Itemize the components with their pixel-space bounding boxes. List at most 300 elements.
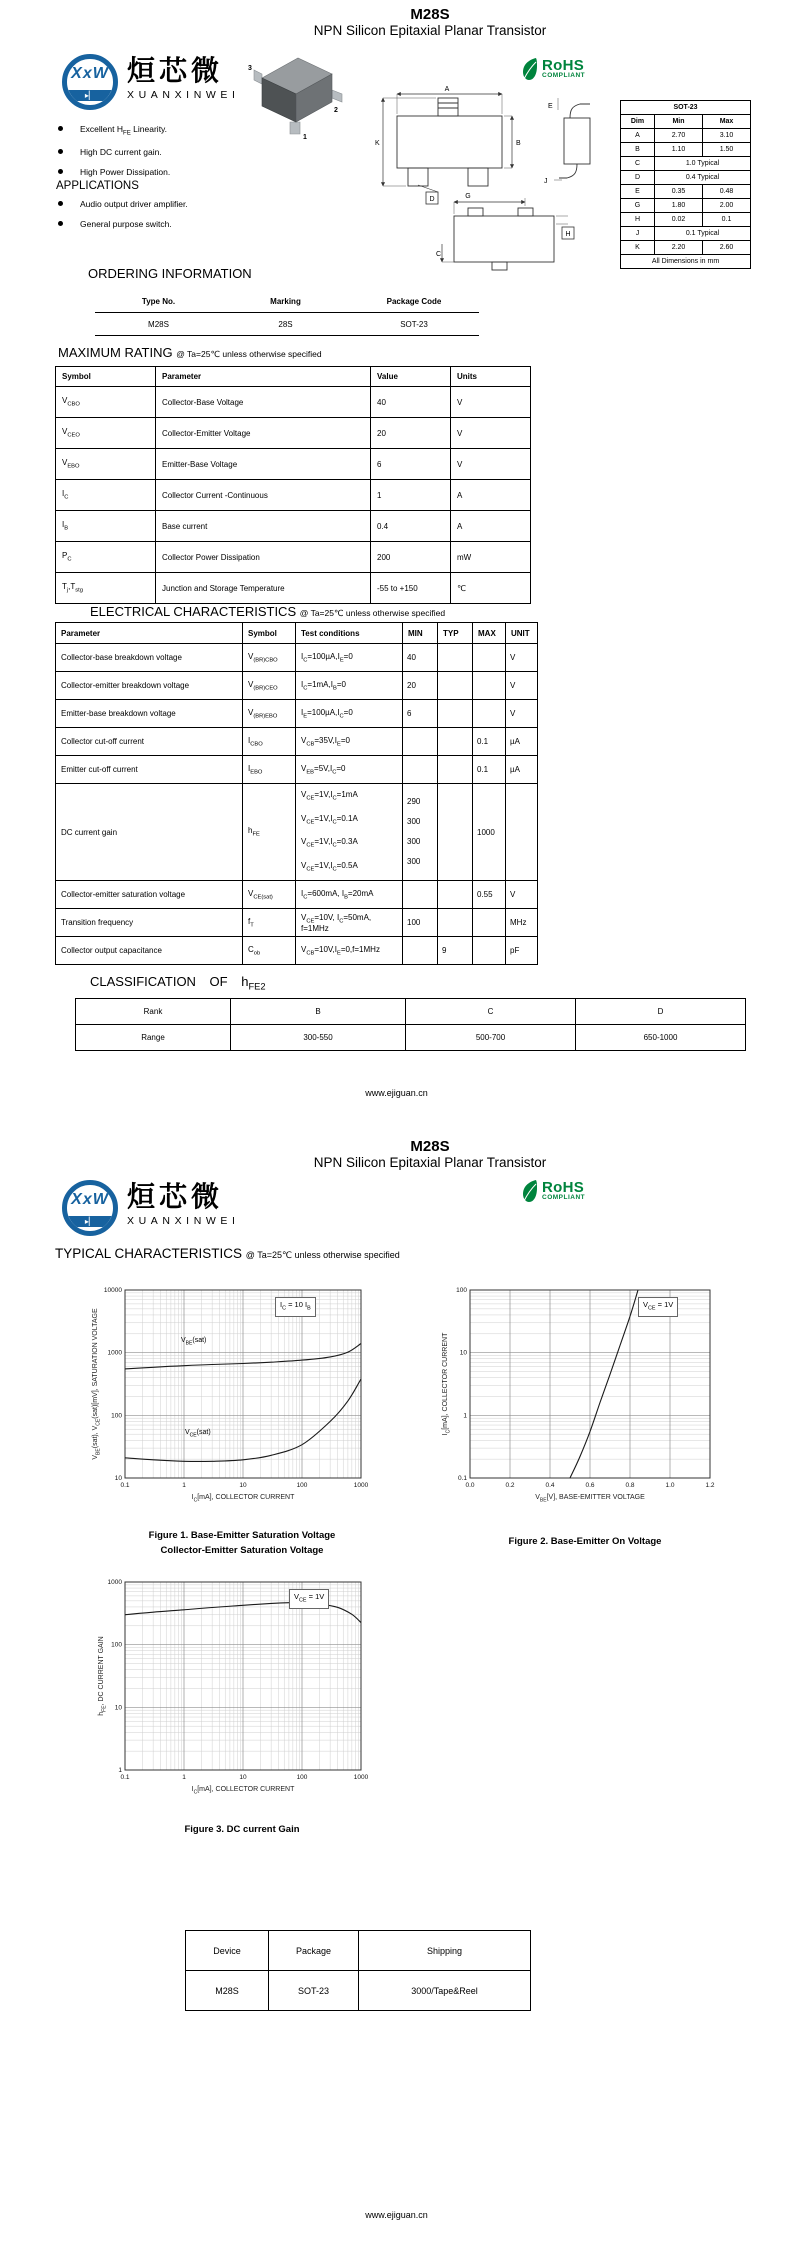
dim-min: 0.35: [655, 185, 703, 199]
symbol: $T_j,T_{stg}$: [56, 573, 156, 604]
dim-row: [621, 185, 751, 199]
ordering-value: M28S: [95, 313, 222, 336]
max-rating-row: [56, 511, 531, 542]
x-tick-label: 0.6: [585, 1482, 595, 1489]
electrical-condition: @ Ta=25℃ unless otherwise specified: [299, 608, 446, 618]
shipping-value: 3000/Tape&Reel: [359, 1971, 531, 2011]
brand-logo-monogram: XxW: [71, 1191, 109, 1208]
curve-label: $V_{BE}(sat)$: [181, 1337, 207, 1347]
application-item: [58, 219, 188, 229]
x-tick-label: 0.0: [465, 1482, 475, 1489]
value: 0.4: [371, 511, 451, 542]
dim-name: C: [621, 157, 655, 171]
rohs-text: [542, 59, 585, 79]
ordering-head-row: [95, 290, 479, 313]
dim-note-row: [621, 255, 751, 269]
page-2: [0, 1122, 793, 2244]
dim-name: J: [621, 227, 655, 241]
dim-name: E: [621, 185, 655, 199]
typ-value: [438, 644, 473, 672]
condition-annotation: $I_C = 10$ $I_B$: [275, 1297, 316, 1317]
test-conditions: $V_{CE}=1V,I_C=1mA$ $V_{CE}=1V,I_C=0.1A$ $V_{CE}=1V,I_C=0.3A$ $V_{CE}=1V,I_C=0.5A$: [296, 784, 403, 881]
column-header: Value: [371, 367, 451, 387]
bullet-icon: [58, 221, 63, 226]
symbol: $V_{(BR)CBO}$: [243, 644, 296, 672]
y-tick-label: 1000: [107, 1579, 122, 1586]
unit: V: [506, 672, 538, 700]
package-name: SOT-23: [621, 101, 751, 115]
parameter: Collector Power Dissipation: [156, 542, 371, 573]
column-header: Units: [451, 367, 531, 387]
unit: V: [506, 881, 538, 909]
sot23-dimension-table: [620, 100, 751, 269]
figure3-plot: [86, 1574, 378, 1804]
diode-icon: ▸▏: [84, 91, 96, 100]
x-tick-label: 1.0: [665, 1482, 675, 1489]
figure2-chart: [430, 1282, 730, 1512]
curve: [570, 1290, 638, 1478]
dim-head-row: [621, 115, 751, 129]
features-list: [58, 124, 170, 187]
symbol: $P_C$: [56, 542, 156, 573]
ec-head-row: [56, 623, 538, 644]
symbol: $V_{CE(sat)}$: [243, 881, 296, 909]
cell: 500-700: [406, 1025, 576, 1051]
typ-value: [438, 784, 473, 881]
feature-item-text: Excellent $H_{FE}$ Linearity.: [80, 124, 168, 137]
classification-heading: CLASSIFICATION OF $h_{FE2}$: [90, 974, 266, 992]
value: 1: [371, 480, 451, 511]
value: -55 to +150: [371, 573, 451, 604]
parameter: Collector cut-off current: [56, 728, 243, 756]
parameter: Collector-base breakdown voltage: [56, 644, 243, 672]
leaf-icon: [520, 56, 540, 82]
ordering-heading: ORDERING INFORMATION: [88, 266, 252, 281]
max-value: 0.1: [473, 728, 506, 756]
feature-item-text: High Power Dissipation.: [80, 166, 171, 177]
pin-3-label: 3: [248, 65, 252, 72]
dim-label-J: J: [544, 178, 548, 185]
max-rating-row: [56, 418, 531, 449]
rohs-title: RoHS: [542, 1179, 585, 1196]
rohs-logo: [520, 1178, 585, 1204]
unit: µA: [506, 756, 538, 784]
part-number-title: M28S: [410, 1138, 450, 1155]
bullet-icon: [58, 126, 63, 131]
column-header: TYP: [438, 623, 473, 644]
value: 20: [371, 418, 451, 449]
cell: 300-550: [231, 1025, 406, 1051]
symbol: $V_{CEO}$: [56, 418, 156, 449]
brand-name-english: XUANXINWEI: [127, 1215, 240, 1227]
dim-label-B: B: [516, 140, 521, 147]
max-rating-heading-text: MAXIMUM RATING: [58, 345, 173, 360]
unit: V: [451, 387, 531, 418]
dim-label-D: D: [429, 196, 435, 203]
brand-logo-circle: [62, 1180, 118, 1236]
rohs-title: RoHS: [542, 57, 585, 74]
min-value: 20: [403, 672, 438, 700]
parameter: DC current gain: [56, 784, 243, 881]
ec-row: [56, 728, 538, 756]
max-rating-row: [56, 542, 531, 573]
figure2-caption-line1: Figure 2. Base-Emitter On Voltage: [508, 1536, 662, 1547]
symbol: $C_{ob}$: [243, 937, 296, 965]
bottom-view: [454, 208, 554, 270]
ec-row: [56, 909, 538, 937]
min-value: [403, 756, 438, 784]
column-header: Min: [655, 115, 703, 129]
dim-row: [621, 241, 751, 255]
ec-row: [56, 700, 538, 728]
parameter: Transition frequency: [56, 909, 243, 937]
max-value: [473, 644, 506, 672]
figure1-caption-line1: Figure 1. Base-Emitter Saturation Voltage: [148, 1530, 336, 1541]
dim-name: G: [621, 199, 655, 213]
test-conditions: $V_{CB}=35V,I_E=0$: [296, 728, 403, 756]
dim-max: 2.00: [703, 199, 751, 213]
dim-name: H: [621, 213, 655, 227]
unit: A: [451, 511, 531, 542]
shipping-data-row: [186, 1971, 531, 2011]
column-header: Device: [186, 1931, 269, 1971]
column-header: MIN: [403, 623, 438, 644]
y-tick-label: 100: [456, 1287, 467, 1294]
dim-row: [621, 199, 751, 213]
footer-url: www.ejiguan.cn: [365, 2210, 428, 2220]
brand-names: [127, 1180, 240, 1227]
figure1-caption-line2: Collector-Emitter Saturation Voltage: [160, 1545, 324, 1556]
x-tick-label: 1000: [353, 1482, 369, 1489]
parameter: Collector-Base Voltage: [156, 387, 371, 418]
electrical-heading: [90, 604, 445, 619]
dim-label-G: G: [465, 193, 471, 200]
max-value: [473, 937, 506, 965]
rohs-text: [542, 1181, 585, 1201]
parameter: Collector Current -Continuous: [156, 480, 371, 511]
dim-max: 0.1: [703, 213, 751, 227]
max-rating-row: [56, 449, 531, 480]
dim-name: D: [621, 171, 655, 185]
unit: µA: [506, 728, 538, 756]
ec-row: [56, 937, 538, 965]
curve-label: $V_{CE}(sat)$: [185, 1429, 211, 1439]
feature-item: [58, 124, 170, 137]
column-header: UNIT: [506, 623, 538, 644]
bullet-icon: [58, 169, 63, 174]
range-row: [76, 1025, 746, 1051]
condition-annotation: $V_{CE} = 1V$: [638, 1297, 678, 1317]
dim-min: 0.02: [655, 213, 703, 227]
ec-row: [56, 756, 538, 784]
figure1-chart: [86, 1282, 378, 1512]
dim-label-C: C: [436, 251, 442, 258]
tick-labels: [456, 1287, 715, 1489]
min-value: [403, 881, 438, 909]
figure1-plot: [86, 1282, 378, 1512]
parameter: Collector-emitter breakdown voltage: [56, 672, 243, 700]
brand-logo: [62, 1180, 240, 1236]
max-rating-row: [56, 387, 531, 418]
rank-row: [76, 999, 746, 1025]
ec-row: [56, 644, 538, 672]
dim-typical: 1.0 Typical: [655, 157, 751, 171]
ec-row: [56, 784, 538, 881]
ordering-data-row: [95, 313, 479, 336]
applications-list: [58, 199, 188, 239]
cell: C: [406, 999, 576, 1025]
ec-row: [56, 672, 538, 700]
y-tick-label: 100: [111, 1412, 122, 1420]
max-head-row: [56, 367, 531, 387]
max-value: [473, 700, 506, 728]
data-curves: [570, 1290, 638, 1478]
brand-logo-circle: [62, 54, 118, 110]
brand-names: [127, 54, 240, 101]
tick-labels: [108, 1579, 369, 1781]
min-value: 100: [403, 909, 438, 937]
application-item-text: Audio output driver amplifier.: [80, 199, 188, 209]
dim-label-E: E: [548, 103, 553, 110]
x-tick-label: 0.8: [625, 1482, 635, 1489]
applications-heading: APPLICATIONS: [56, 180, 139, 192]
figure1-caption: [96, 1528, 388, 1558]
test-conditions: $V_{EB}=5V,I_C=0$: [296, 756, 403, 784]
unit: V: [451, 418, 531, 449]
y-tick-label: 10000: [103, 1287, 122, 1294]
dim-label-K: K: [375, 140, 380, 147]
symbol: $h_{FE}$: [243, 784, 296, 881]
x-tick-label: 1.2: [705, 1482, 715, 1489]
front-view: [397, 98, 502, 186]
typ-value: [438, 909, 473, 937]
column-header: Package: [269, 1931, 359, 1971]
shipping-head-row: [186, 1931, 531, 1971]
parameter: Emitter-base breakdown voltage: [56, 700, 243, 728]
dim-label-H: H: [565, 231, 571, 238]
value: 40: [371, 387, 451, 418]
max-rating-heading: [58, 345, 322, 360]
test-conditions: $I_E=100\mu A,I_C=0$: [296, 700, 403, 728]
dim-min: 1.80: [655, 199, 703, 213]
shipping-value: M28S: [186, 1971, 269, 2011]
x-tick-label: 0.1: [120, 1774, 130, 1781]
max-rating-condition: @ Ta=25℃ unless otherwise specified: [176, 349, 322, 359]
x-tick-label: 100: [296, 1482, 308, 1489]
typical-characteristics-text: TYPICAL CHARACTERISTICS: [55, 1246, 243, 1261]
column-header: Symbol: [56, 367, 156, 387]
typical-characteristics-condition: @ Ta=25℃ unless otherwise specified: [245, 1250, 400, 1260]
application-item-text: General purpose switch.: [80, 219, 172, 229]
cell: B: [231, 999, 406, 1025]
max-rating-row: [56, 573, 531, 604]
min-value: 290 300 300 300: [403, 784, 438, 881]
dim-typical: 0.1 Typical: [655, 227, 751, 241]
unit: pF: [506, 937, 538, 965]
dim-label-A: A: [444, 86, 450, 93]
column-header: Parameter: [56, 623, 243, 644]
rohs-logo: [520, 56, 585, 82]
shipping-value: SOT-23: [269, 1971, 359, 2011]
typical-characteristics-heading: [55, 1246, 400, 1261]
y-tick-label: 1: [463, 1412, 467, 1420]
parameter: Collector output capacitance: [56, 937, 243, 965]
symbol: $V_{(BR)EBO}$: [243, 700, 296, 728]
diode-icon: ▸▏: [84, 1217, 96, 1226]
symbol: $V_{CBO}$: [56, 387, 156, 418]
x-axis-label: $I_C[mA]$, COLLECTOR CURRENT: [191, 1786, 295, 1796]
brand-logo-monogram: XxW: [71, 65, 109, 82]
ordering-table: [95, 290, 479, 336]
application-item: [58, 199, 188, 209]
brand-name-chinese: 烜芯微: [127, 55, 224, 86]
part-number-title: M28S: [410, 6, 450, 23]
feature-item: [58, 167, 170, 177]
column-header: Marking: [222, 290, 349, 313]
x-axis-label: $I_C[mA]$, COLLECTOR CURRENT: [191, 1494, 295, 1504]
parameter: Collector-emitter saturation voltage: [56, 881, 243, 909]
side-view: [554, 98, 590, 180]
x-tick-label: 10: [239, 1482, 247, 1489]
figure3-caption-line1: Figure 3. DC current Gain: [184, 1824, 300, 1835]
symbol: $V_{EBO}$: [56, 449, 156, 480]
dim-title-row: [621, 101, 751, 115]
condition-annotation: $V_{CE} = 1V$: [289, 1589, 329, 1609]
electrical-characteristics-table: [55, 622, 538, 965]
cell: Range: [76, 1025, 231, 1051]
dim-row: [621, 171, 751, 185]
symbol: $I_{EBO}$: [243, 756, 296, 784]
x-tick-label: 0.4: [545, 1482, 555, 1489]
test-conditions: $V_{CB}=10V,I_E=0,f=1MHz$: [296, 937, 403, 965]
x-tick-label: 1: [182, 1774, 186, 1781]
dim-max: 1.50: [703, 143, 751, 157]
y-axis-label: $V_{BE}(sat)$, $V_{CE}(sat)[mV]$, SATURATION VOLTAGE: [92, 1308, 102, 1460]
part-description: NPN Silicon Epitaxial Planar Transistor: [313, 23, 547, 38]
symbol: $V_{(BR)CEO}$: [243, 672, 296, 700]
dim-row: [621, 157, 751, 171]
dim-row: [621, 227, 751, 241]
y-axis-label: $h_{FE}$, DC CURRENT GAIN: [98, 1636, 108, 1716]
typ-value: [438, 728, 473, 756]
unit: A: [451, 480, 531, 511]
unit: MHz: [506, 909, 538, 937]
symbol: $I_C$: [56, 480, 156, 511]
y-axis-label: $I_C[mA]$, COLLECTOR CURRENT: [442, 1332, 452, 1436]
dim-max: 2.60: [703, 241, 751, 255]
min-value: 40: [403, 644, 438, 672]
footer-url: www.ejiguan.cn: [365, 1088, 428, 1098]
min-value: [403, 937, 438, 965]
dim-name: K: [621, 241, 655, 255]
dimension-note: All Dimensions in mm: [621, 255, 751, 269]
x-tick-label: 100: [296, 1774, 308, 1781]
x-tick-label: 1: [182, 1482, 186, 1489]
package-dimension-drawing: [372, 84, 622, 276]
pin-1-label: 1: [303, 134, 307, 141]
value: 6: [371, 449, 451, 480]
parameter: Junction and Storage Temperature: [156, 573, 371, 604]
parameter: Collector-Emitter Voltage: [156, 418, 371, 449]
test-conditions: $I_C=1mA,I_B=0$: [296, 672, 403, 700]
y-tick-label: 10: [114, 1704, 122, 1712]
dim-row: [621, 213, 751, 227]
feature-item: [58, 147, 170, 157]
dim-name: B: [621, 143, 655, 157]
value: 200: [371, 542, 451, 573]
figure3-caption: [96, 1822, 388, 1837]
maximum-rating-table: [55, 366, 531, 604]
min-value: 6: [403, 700, 438, 728]
ec-row: [56, 881, 538, 909]
max-value: [473, 672, 506, 700]
x-tick-label: 1000: [353, 1774, 369, 1781]
test-conditions: $I_C=600mA$, $I_B=20mA$: [296, 881, 403, 909]
dimension-labels: [375, 86, 571, 258]
rohs-subtitle: COMPLIANT: [542, 72, 586, 79]
classification-table: [75, 998, 746, 1051]
brand-name-chinese: 烜芯微: [127, 1181, 224, 1212]
y-tick-label: 1: [118, 1767, 122, 1774]
bullet-icon: [58, 201, 63, 206]
dim-name: A: [621, 129, 655, 143]
column-header: MAX: [473, 623, 506, 644]
package-photo: [246, 44, 346, 142]
grid-major-lines: [470, 1290, 710, 1478]
shipping-table: [185, 1930, 531, 2011]
cell: 650-1000: [576, 1025, 746, 1051]
y-tick-label: 10: [459, 1349, 467, 1357]
unit: V: [451, 449, 531, 480]
part-description: NPN Silicon Epitaxial Planar Transistor: [313, 1155, 547, 1170]
dim-min: 1.10: [655, 143, 703, 157]
brand-name-english: XUANXINWEI: [127, 89, 240, 101]
parameter: Base current: [156, 511, 371, 542]
max-value: 0.55: [473, 881, 506, 909]
column-header: Package Code: [349, 290, 479, 313]
typ-value: [438, 756, 473, 784]
column-header: Shipping: [359, 1931, 531, 1971]
ordering-value: 28S: [222, 313, 349, 336]
parameter: Emitter cut-off current: [56, 756, 243, 784]
dim-row: [621, 129, 751, 143]
ordering-value: SOT-23: [349, 313, 479, 336]
x-tick-label: 0.1: [120, 1482, 130, 1489]
y-tick-label: 100: [111, 1641, 122, 1649]
brand-logo: [62, 54, 240, 110]
x-tick-label: 0.2: [505, 1482, 515, 1489]
x-tick-label: 10: [239, 1774, 247, 1781]
figure2-caption: [440, 1534, 730, 1549]
cell: Rank: [76, 999, 231, 1025]
column-header: Symbol: [243, 623, 296, 644]
dim-min: 2.70: [655, 129, 703, 143]
column-header: Parameter: [156, 367, 371, 387]
symbol: $f_T$: [243, 909, 296, 937]
unit: [506, 784, 538, 881]
unit: ℃: [451, 573, 531, 604]
parameter: Emitter-Base Voltage: [156, 449, 371, 480]
typ-value: [438, 672, 473, 700]
max-value: 1000: [473, 784, 506, 881]
unit: V: [506, 700, 538, 728]
cell: D: [576, 999, 746, 1025]
unit: V: [506, 644, 538, 672]
max-rating-row: [56, 480, 531, 511]
dim-typical: 0.4 Typical: [655, 171, 751, 185]
y-tick-label: 0.1: [457, 1475, 467, 1482]
figure2-plot: [430, 1282, 730, 1512]
